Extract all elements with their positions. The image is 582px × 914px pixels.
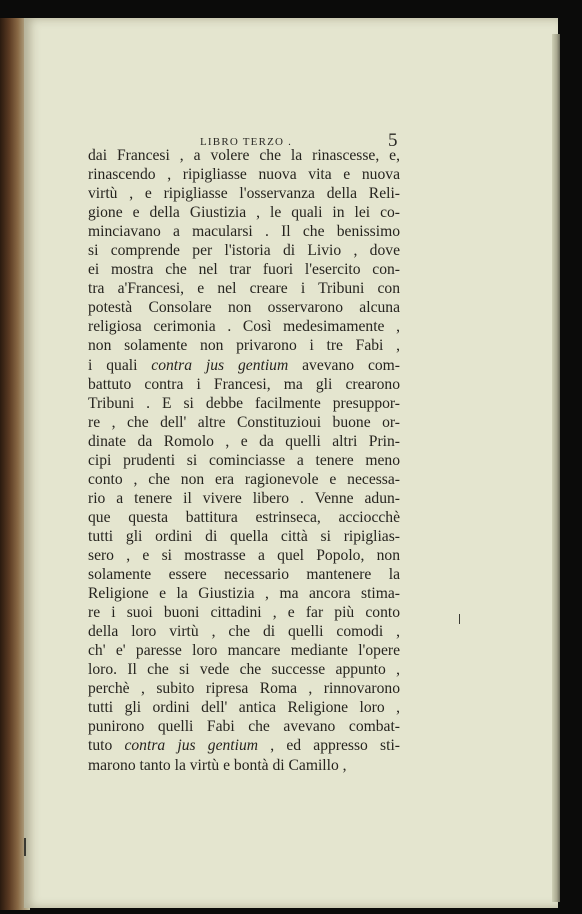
text-line: dinate da Romolo , e da quelli altri Prin- bbox=[88, 432, 400, 450]
italic-phrase: contra jus gentium bbox=[124, 737, 259, 755]
text-line: Religione e la Giustizia , ma ancora stima- bbox=[88, 585, 400, 603]
margin-mark bbox=[459, 614, 460, 624]
running-title: LIBRO TERZO . bbox=[200, 136, 293, 148]
text-line: cipi prudenti si cominciasse a tenere meno bbox=[88, 451, 400, 469]
italic-phrase: contra jus gentium bbox=[151, 356, 289, 374]
text-line: rinascendo , ripigliasse nuova vita e nuova bbox=[88, 166, 400, 184]
text-line: della loro virtù , che di quelli comodi , bbox=[88, 623, 400, 641]
text-line: tutti gli ordini di quella città si ripiglias- bbox=[88, 527, 400, 545]
text-line: tra a'Francesi, e nel creare i Tribuni con bbox=[88, 280, 400, 298]
text-line: sero , e si mostrasse a quel Popolo, non bbox=[88, 546, 400, 564]
text-line: si comprende per l'istoria di Livio , dove bbox=[88, 242, 400, 260]
page-edge bbox=[552, 34, 560, 902]
text-line: virtù , e ripigliasse l'osservanza della Reli- bbox=[88, 185, 400, 203]
text-line: dai Francesi , a volere che la rinascesse, e, bbox=[88, 147, 400, 164]
text-line: solamente essere necessario mantenere la bbox=[88, 566, 400, 584]
text-line: ch' e' paresse loro mancare mediante l'opere bbox=[88, 642, 400, 660]
text-line: punirono quelli Fabi che avevano combat- bbox=[88, 718, 400, 736]
text-line: religiosa cerimonia . Così medesimamente , bbox=[88, 318, 400, 336]
text-line: re , che dell' altre Constituzioui buone or- bbox=[88, 413, 400, 431]
text-line: marono tanto la virtù e bontà di Camillo , bbox=[88, 756, 347, 774]
text-line: non solamente non privarono i tre Fabi , bbox=[88, 337, 400, 355]
text-line: potestà Consolare non osservarono alcuna bbox=[88, 299, 400, 317]
body-text bbox=[88, 146, 400, 775]
text-line: Tribuni . E si debbe facilmente presuppor- bbox=[88, 394, 400, 412]
text-line: loro. Il che si vede che successe appunto , bbox=[88, 661, 400, 679]
page-number: 5 bbox=[388, 130, 398, 151]
text-line: re i suoi buoni cittadini , e far più conto bbox=[88, 604, 400, 622]
text-line: battuto contra i Francesi, ma gli crearono bbox=[88, 375, 400, 393]
text-line: ei mostra che nel trar fuori l'esercito con- bbox=[88, 261, 400, 279]
text-line: minciavano a macularsi . Il che benissimo bbox=[88, 223, 400, 241]
text-line: conto , che non era ragionevole e necessa- bbox=[88, 470, 400, 488]
margin-mark bbox=[24, 838, 26, 856]
text-line: tutti gli ordini dell' antica Religione loro , bbox=[88, 699, 400, 717]
text-line: i quali contra jus gentium avevano com- bbox=[88, 356, 401, 374]
text-line: perchè , subito ripresa Roma , rinnovarono bbox=[88, 680, 400, 698]
text-line: gione e della Giustizia , le quali in lei co- bbox=[88, 204, 400, 222]
text-line: tuto contra jus gentium , ed appresso sti- bbox=[88, 737, 400, 755]
text-line: rio a tenere il vivere libero . Venne adun- bbox=[88, 489, 400, 507]
text-line: que questa battitura estrinseca, acciocchè bbox=[88, 508, 400, 526]
